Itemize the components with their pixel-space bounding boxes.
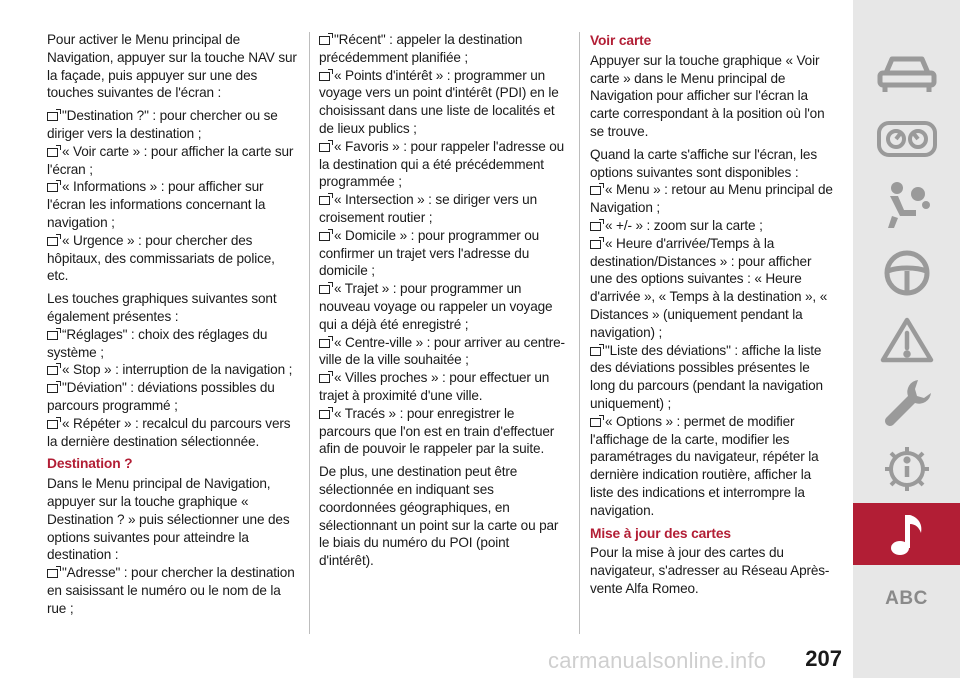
section-heading: Voir carte [590, 33, 652, 48]
music-note-icon[interactable] [853, 508, 960, 560]
list-item: « +/- » : zoom sur la carte ; [590, 217, 836, 235]
list-item: "Destination ?" : pour chercher ou se diriger vers la destination ; [47, 108, 278, 141]
bullet-icon [47, 112, 58, 121]
wrench-icon[interactable] [853, 376, 960, 432]
list-item: "Déviation" : déviations possibles du parcours programmé ; [47, 380, 275, 413]
watermark: carmanualsonline.info [548, 648, 767, 673]
list-item: « Tracés » : pour enregistrer le parcours que l'on est en train d'effectuer afin de pouvoir le rappeler par la suite. [319, 405, 555, 457]
list-item: « Options » : permet de modifier l'affichage de la carte, modifier les paramétrages du navigateur, répéter la dernière indication routière, afficher la liste des indications et interrompre la navigation. [590, 413, 819, 518]
warning-triangle-icon[interactable] [853, 314, 960, 366]
list-item: « Favoris » : pour rappeler l'adresse ou la destination qui a été précédemment programmée ; [319, 138, 565, 190]
section-heading: Destination ? [47, 456, 133, 472]
abc-label[interactable]: ABC [885, 588, 928, 609]
list-item: “Réglages" : choix des réglages du système ; [47, 326, 268, 360]
list-item: « Domicile » : pour programmer ou confirmer un trajet vers l'adresse du domicile ; [319, 227, 540, 279]
bullet-icon [47, 366, 58, 375]
steering-wheel-icon[interactable] [853, 248, 960, 298]
section-heading: Mise à jour des cartes [590, 525, 731, 541]
paragraph-intro: Pour activer le Menu principal de Navigation, appuyer sur la touche NAV sur la façade, puis appuyer sur une des touches suivantes de l'écran : [47, 32, 297, 101]
bullet-icon [47, 331, 58, 340]
bullet-icon [47, 569, 58, 578]
column-divider-2 [579, 32, 580, 634]
list-item: « Intersection » : se diriger vers un croisement routier ; [319, 192, 537, 225]
car-icon[interactable] [853, 48, 960, 98]
list-item: « Voir carte » : pour afficher la carte sur l'écran ; [47, 143, 294, 177]
dashboard-icon[interactable] [853, 116, 960, 162]
list-item: « Heure d'arrivée/Temps à la destination/Distances » : pour afficher une des options suivantes : « Heure d'arrivée », « Temps à la destination », « Distances » (uniquement pendant la navigation) ; [590, 235, 828, 340]
bullet-icon [319, 410, 330, 419]
list-item: « Villes proches » : pour effectuer un trajet à proximité d'une ville. [319, 370, 550, 403]
list-item: « Centre-ville » : pour arriver au centre-ville de la ville souhaitée ; [319, 334, 565, 368]
bullet-icon [47, 420, 58, 429]
bullet-icon [319, 36, 330, 45]
bullet-icon [590, 418, 601, 427]
paragraph: Pour la mise à jour des cartes du navigateur, s'adresser au Réseau Après-vente Alfa Romeo. [590, 545, 830, 596]
list-item: "Récent" : appeler la destination précédemment planifiée ; [319, 32, 523, 65]
page-number: 207 [805, 646, 842, 671]
list-item: "Liste des déviations" : affiche la liste des déviations possibles présentes le long du parcours (pendant la navigation uniquement) ; [590, 342, 823, 411]
paragraph: Appuyer sur la touche graphique « Voir carte » dans le Menu principal de Navigation pour afficher sur l'écran la carte correspondant à la position où l'on se trouve. [590, 52, 825, 139]
list-item: « Informations » : pour afficher sur l'écran les informations concernant la navigation ; [47, 179, 266, 230]
paragraph: De plus, une destination peut être sélectionnée en indiquant ses coordonnées géographiques, en sélectionnant un point sur la carte ou par le biais du numéro du POI (point d'intérêt). [319, 464, 559, 569]
bullet-icon [319, 196, 330, 205]
text-column-3 [590, 31, 836, 603]
text-column-1 [47, 31, 299, 618]
bullet-icon [590, 240, 601, 249]
bullet-icon [319, 143, 330, 152]
bullet-icon [590, 347, 601, 356]
list-item: « Stop » : interruption de la navigation ; [47, 361, 299, 379]
bullet-icon [319, 374, 330, 383]
text-column-2 [319, 31, 565, 575]
gear-info-icon[interactable] [853, 442, 960, 496]
bullet-icon [590, 222, 601, 231]
list-item: « Trajet » : pour programmer un nouveau voyage ou rappeler un voyage qui a déjà été enregistré ; [319, 281, 553, 332]
column-divider-1 [309, 32, 310, 634]
bullet-icon [319, 232, 330, 241]
bullet-icon [319, 285, 330, 294]
bullet-icon [47, 183, 58, 192]
list-item: « Points d'intérêt » : programmer un voyage vers un point d'intérêt (PDI) en le choisissant dans une liste de localités et de lieux publics ; [319, 67, 559, 136]
bullet-icon [590, 186, 601, 195]
paragraph: Les touches graphiques suivantes sont également présentes : [47, 291, 277, 324]
seat-airbag-icon[interactable] [853, 180, 960, 230]
list-item: « Menu » : retour au Menu principal de Navigation ; [590, 182, 833, 216]
bullet-icon [47, 237, 58, 246]
paragraph: Quand la carte s'affiche sur l'écran, les options suivantes sont disponibles : [590, 146, 817, 180]
list-item: « Urgence » : pour chercher des hôpitaux, des commissariats de police, etc. [47, 232, 275, 284]
bullet-icon [47, 384, 58, 393]
list-item: « Répéter » : recalcul du parcours vers la dernière destination sélectionnée. [47, 415, 291, 449]
paragraph: Dans le Menu principal de Navigation, appuyer sur la touche graphique « Destination ? » puis sélectionner une des options suivantes pour atteindre la destination : [47, 476, 290, 563]
bullet-icon [319, 339, 330, 348]
list-item: "Adresse" : pour chercher la destination en saisissant le numéro ou le nom de la rue ; [47, 565, 295, 616]
bullet-icon [47, 148, 58, 157]
chapter-sidebar [853, 0, 960, 678]
bullet-icon [319, 72, 330, 81]
